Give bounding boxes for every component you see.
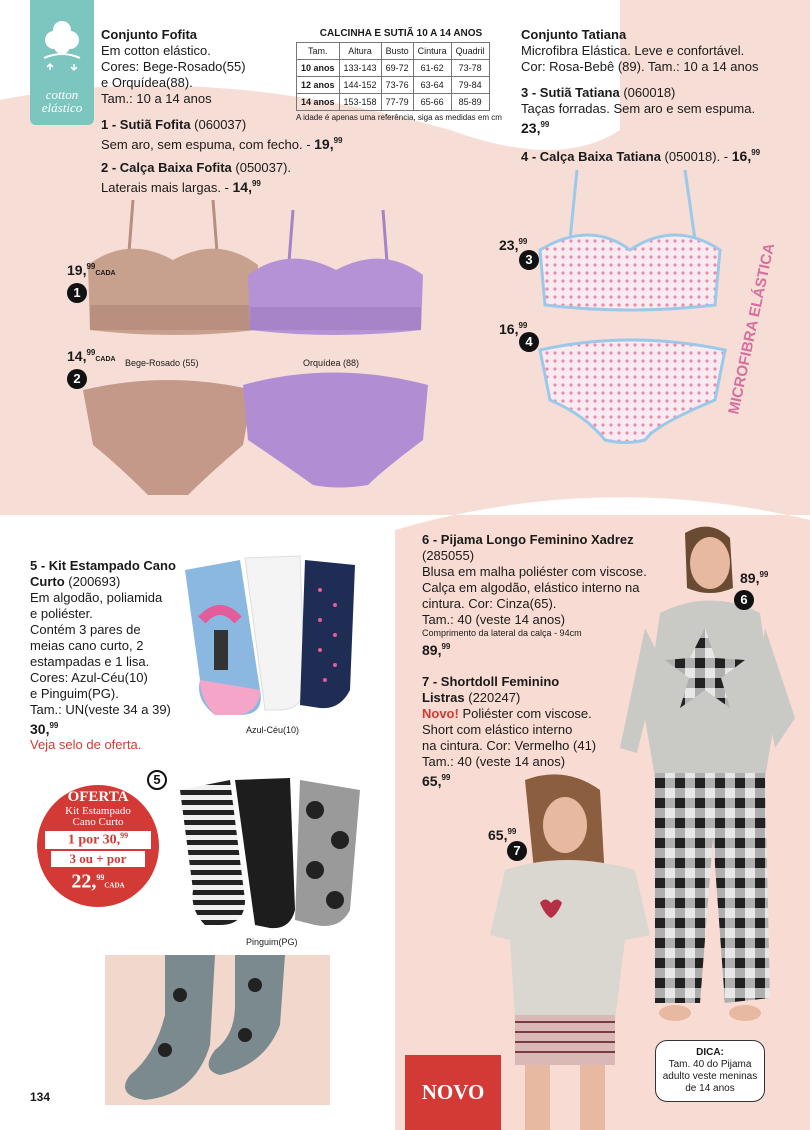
- pijama-line: Tam.: 40 (veste 14 anos): [422, 612, 566, 627]
- elastico-text: elástico: [41, 100, 83, 115]
- price-cents: 99: [86, 262, 96, 271]
- item-number-badge: 6: [734, 590, 754, 610]
- kit-line: e poliéster.: [30, 606, 93, 621]
- tatiana-title: Conjunto Tatiana: [521, 27, 627, 42]
- kit-code: (200693): [64, 574, 121, 589]
- cotton-badge-label: [30, 88, 94, 114]
- cotton-elastic-badge: [30, 0, 94, 125]
- item1-desc: Sem aro, sem espuma, com fecho. -: [101, 137, 315, 152]
- shortdoll-title: 7 - Shortdoll Feminino: [422, 674, 560, 689]
- table-cell: 77-79: [381, 94, 413, 111]
- item4-price: 16,: [731, 148, 752, 164]
- pijama-line: Calça em algodão, elástico interno na: [422, 580, 640, 595]
- item3-title: 3 - Sutiã Tatiana: [521, 85, 620, 100]
- table-cell: 61-62: [413, 60, 451, 77]
- table-cell: 14 anos: [297, 94, 340, 111]
- item1-cents: 99: [333, 136, 343, 145]
- offer-stamp: [37, 785, 159, 907]
- stamp-kit-line: Kit Estampado: [65, 805, 131, 817]
- pijama-note: Comprimento da lateral da calça - 94cm: [422, 628, 582, 638]
- novo-banner: NOVO: [405, 1055, 501, 1130]
- pijama-line: Blusa em malha poliéster com viscose.: [422, 564, 647, 579]
- fofita-item1: [101, 117, 381, 153]
- item2-code: (050037).: [231, 160, 292, 175]
- item-number-badge: 7: [507, 841, 527, 861]
- stamp-price-value: 1 por 30,: [67, 832, 121, 848]
- cotton-flower-icon: [30, 0, 94, 80]
- table-header: Altura: [339, 43, 381, 60]
- price-value: 19,: [67, 262, 87, 278]
- kit-title: Curto: [30, 574, 65, 589]
- item4-title: 4 - Calça Baixa Tatiana: [521, 149, 661, 164]
- tatiana-item4: [521, 145, 801, 165]
- dica-line: de 14 anos: [685, 1083, 735, 1094]
- shortdoll-code: (220247): [464, 690, 521, 705]
- price-cents: 99: [86, 348, 96, 357]
- microfibra-text: MICROFIBRA ELÁSTICA: [725, 241, 779, 416]
- price-value: 14,: [67, 348, 87, 364]
- fofita-line: Cores: Bege-Rosado(55): [101, 59, 246, 74]
- kit-line: estampadas e 1 lisa.: [30, 654, 150, 669]
- kit-price: 30,: [30, 721, 50, 737]
- cotton-text: cotton: [45, 87, 79, 102]
- shortdoll-price: 65,: [422, 773, 442, 789]
- table-row: [297, 60, 490, 77]
- price-cents: 99: [507, 827, 517, 836]
- price-tag-6: [740, 570, 768, 586]
- price-cents: 99: [518, 321, 528, 330]
- item-number-badge: 5: [147, 770, 167, 790]
- price-cents: 99: [518, 237, 528, 246]
- dica-line: Tam. 40 do Pijama: [668, 1059, 752, 1070]
- table-header: Cintura: [413, 43, 451, 60]
- price-value: 89,: [740, 570, 760, 586]
- fofita-line: e Orquídea(88).: [101, 75, 193, 90]
- page-number: 134: [30, 1090, 51, 1104]
- tatiana-info: [521, 27, 801, 75]
- fofita-title: Conjunto Fofita: [101, 27, 198, 42]
- price-value: 23,: [499, 237, 519, 253]
- tatiana-line: Microfibra Elástica. Leve e confortável.: [521, 43, 745, 58]
- pijama-line: cintura. Cor: Cinza(65).: [422, 596, 557, 611]
- table-cell: 133-143: [339, 60, 381, 77]
- item4-cents: 99: [751, 148, 761, 157]
- stamp-oferta: OFERTA: [67, 789, 129, 805]
- color-label-pinguim: Pinguim(PG): [246, 937, 298, 947]
- item2-cents: 99: [251, 179, 261, 188]
- price-cents: 99: [759, 570, 769, 579]
- item2-title: 2 - Calça Baixa Fofita: [101, 160, 232, 175]
- kit-line: e Pinguim(PG).: [30, 686, 119, 701]
- table-header: Tam.: [297, 43, 340, 60]
- pijama-price: 89,: [422, 642, 442, 658]
- tatiana-item3: [521, 85, 801, 136]
- stamp-price-value: 22,: [71, 870, 97, 893]
- stamp-price-cents: 99: [96, 872, 105, 882]
- item2-desc: Laterais mais largas. -: [101, 180, 233, 195]
- table-row: [297, 77, 490, 94]
- table-cell: 63-64: [413, 77, 451, 94]
- table-cell: 85-89: [451, 94, 489, 111]
- socks-penguin-set-image: [175, 770, 375, 935]
- shortdoll-line: Tam.: 40 (veste 14 anos): [422, 754, 566, 769]
- size-table-title: CALCINHA E SUTIÃ 10 A 14 ANOS: [319, 28, 483, 39]
- item-number-badge: 3: [519, 250, 539, 270]
- item1-title: 1 - Sutiã Fofita: [101, 117, 191, 132]
- kit-line: Em algodão, poliamida: [30, 590, 163, 605]
- item1-price: 19,: [314, 136, 334, 152]
- color-label-beige: Bege-Rosado (55): [125, 358, 199, 368]
- price-tag-7: [488, 827, 516, 843]
- table-cell: 12 anos: [297, 77, 340, 94]
- price-value: 65,: [488, 827, 508, 843]
- fofita-item2: [101, 160, 381, 196]
- table-cell: 153-158: [339, 94, 381, 111]
- item-number-badge: 4: [519, 332, 539, 352]
- size-table: [296, 42, 490, 111]
- fofita-products-image: [78, 195, 438, 505]
- table-cell: 69-72: [381, 60, 413, 77]
- item2-price: 14,: [232, 179, 252, 195]
- table-cell: 79-84: [451, 77, 489, 94]
- pijama-price-cents: 99: [441, 642, 451, 651]
- table-cell: 73-78: [451, 60, 489, 77]
- table-cell: 65-66: [413, 94, 451, 111]
- table-header: Quadril: [451, 43, 489, 60]
- fofita-line: Em cotton elástico.: [101, 43, 211, 58]
- size-table-block: [296, 28, 506, 122]
- table-cell: 144-152: [339, 77, 381, 94]
- socks-worn-photo: [105, 955, 330, 1105]
- price-unit: CADA: [95, 356, 116, 363]
- stamp-price-2-label: 3 ou + por: [51, 851, 145, 867]
- kit-title: 5 - Kit Estampado Cano: [30, 558, 176, 573]
- table-header: Busto: [381, 43, 413, 60]
- kit-line: Cores: Azul-Céu(10): [30, 670, 148, 685]
- color-label-orquidea: Orquídea (88): [303, 358, 360, 368]
- size-table-note: A idade é apenas uma referência, siga as medidas em cm: [296, 113, 502, 122]
- item4-code: (050018). -: [660, 149, 732, 164]
- item-number-badge: 1: [67, 283, 87, 303]
- table-cell: 10 anos: [297, 60, 340, 77]
- item3-price: 23,: [521, 120, 541, 136]
- stamp-price-unit: CADA: [104, 881, 125, 890]
- fofita-info: [101, 27, 301, 107]
- item3-code: (060018): [619, 85, 676, 100]
- stamp-kit-line: Cano Curto: [72, 816, 124, 828]
- tatiana-line: Cor: Rosa-Bebê (89). Tam.: 10 a 14 anos: [521, 59, 759, 74]
- dica-note: [655, 1040, 765, 1102]
- price-tag-1: [67, 262, 116, 278]
- shortdoll-price-cents: 99: [441, 773, 451, 782]
- price-value: 16,: [499, 321, 519, 337]
- shortdoll-line: Short com elástico interno: [422, 722, 573, 737]
- price-tag-2: [67, 348, 116, 364]
- color-label-azul-ceu: Azul-Céu(10): [246, 725, 300, 735]
- microfibra-vertical-label: [690, 240, 779, 420]
- novo-inline-tag: Novo!: [422, 706, 459, 721]
- socks-blue-set-image: [180, 550, 380, 725]
- kit-line: Tam.: UN(veste 34 a 39): [30, 702, 171, 717]
- offer-note: Veja selo de oferta.: [30, 737, 142, 752]
- fofita-line: Tam.: 10 a 14 anos: [101, 91, 212, 106]
- kit-line: meias cano curto, 2: [30, 638, 144, 653]
- table-cell: 73-76: [381, 77, 413, 94]
- stamp-price-3: [37, 867, 159, 897]
- item-number-badge: 2: [67, 369, 87, 389]
- item3-desc: Taças forradas. Sem aro e sem espuma.: [521, 101, 756, 116]
- stamp-price-cents: 99: [120, 831, 129, 840]
- item1-code: (060037): [190, 117, 247, 132]
- size-table-header-row: [297, 43, 490, 60]
- pijama-title: 6 - Pijama Longo Feminino Xadrez: [422, 532, 634, 547]
- shortdoll-model-photo: [485, 770, 655, 1130]
- dica-title: DICA:: [696, 1047, 724, 1058]
- price-unit: CADA: [95, 270, 116, 277]
- shortdoll-line: na cintura. Cor: Vermelho (41): [422, 738, 597, 753]
- shortdoll-title: Listras: [422, 690, 465, 705]
- kit-price-cents: 99: [49, 721, 59, 730]
- dica-line: adulto veste meninas: [662, 1071, 758, 1082]
- stamp-price-1: [45, 831, 151, 849]
- kit-line: Contém 3 pares de: [30, 622, 141, 637]
- table-row: [297, 94, 490, 111]
- kit-info: [30, 558, 190, 753]
- shortdoll-line: Poliéster com viscose.: [458, 706, 592, 721]
- item3-cents: 99: [540, 120, 550, 129]
- pijama-code: (285055): [422, 548, 475, 563]
